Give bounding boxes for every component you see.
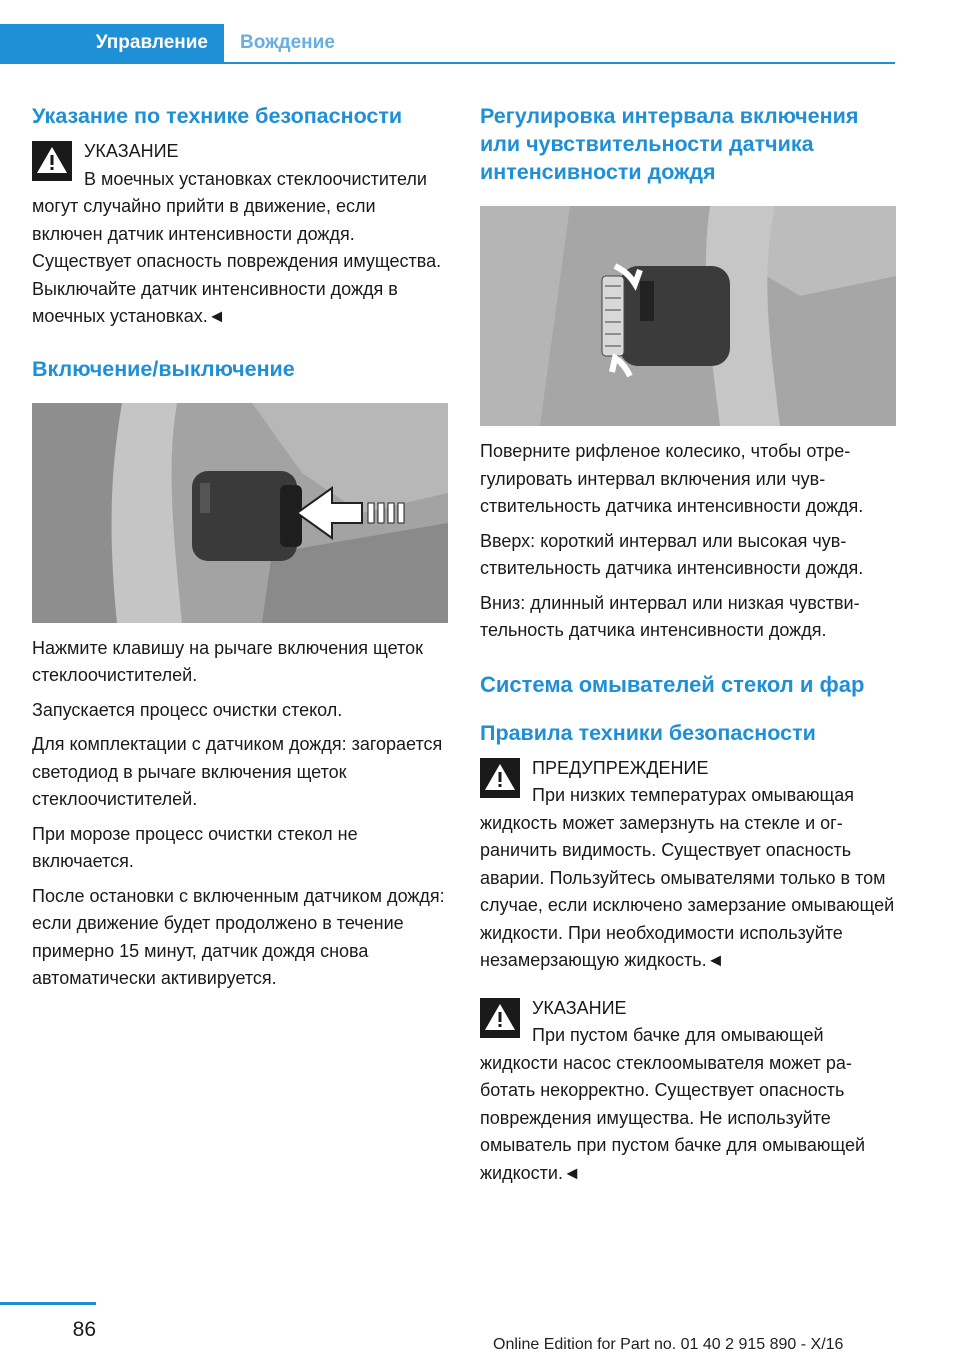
wiper-lever-photo <box>32 403 448 623</box>
page-number: 86 <box>72 1318 96 1341</box>
note-text: При пустом бачке для омывающей жидкости насос стеклоомывателя может работать некорректно. Существует опасность повреждения имущества. Не используйте омыватель при пустом бачке для омывающей жидкости.◄ <box>480 1025 866 1183</box>
section-heading-washer: Система омывателей стекол и фар <box>480 671 865 697</box>
section-heading-interval: Регулировка интервала включения или чувствительности датчика интенсивности дождя <box>480 104 859 184</box>
section-heading-on-off: Включение/выключение <box>32 356 295 381</box>
warning-triangle-icon <box>480 758 520 798</box>
right-column <box>480 102 896 1187</box>
left-column <box>32 102 448 993</box>
paragraph: Для комплектации с датчиком дождя: загорается светодиод в рычаге включения щеток стеклоочистителей. <box>32 734 443 809</box>
paragraph: После остановки с включенным датчиком дождя: если движение будет продолжено в течение примерно 15 минут, датчик дождя снова автоматически активируется. <box>32 885 445 988</box>
section-heading-safety-rules: Правила техники безопасности <box>480 720 816 745</box>
warning-triangle-icon <box>480 998 520 1038</box>
tab-vozhdenie[interactable]: Вождение <box>240 32 335 53</box>
paragraph: Запускается процесс очистки стекол. <box>32 699 343 720</box>
tab-upravlenie[interactable]: Управление <box>0 24 224 62</box>
note-block <box>32 138 448 331</box>
note-block <box>480 995 896 1188</box>
paragraph: При морозе процесс очистки стекол не включается. <box>32 823 358 871</box>
warning-block <box>480 755 896 975</box>
edition-info: Online Edition for Part no. 01 40 2 915 890 - X/16 <box>493 1336 844 1353</box>
wiper-wheel-photo <box>480 206 896 426</box>
note-text: В моечных установках стеклоочистители могут случайно прийти в движение, если включен датчик интенсивности дождя. Существует опасность повреждения имущества. Выключайте датчик интенсивности дождя в моечных установках.◄ <box>32 168 442 326</box>
paragraph: Поверните рифленое колесико, чтобы отрегулировать интервал включения или чувствительность датчика интенсивности дождя. <box>480 441 864 516</box>
paragraph: Нажмите клавишу на рычаге включения щеток стеклоочистителей. <box>32 637 423 685</box>
note-label: УКАЗАНИЕ <box>532 997 627 1018</box>
footer-rule <box>0 1302 96 1305</box>
warning-text: При низких температурах омывающая жидкость может замерзнуть на стекле и ограничить видимость. Существует опасность аварии. Пользуйтесь омывателями только в том случае, если исключено замерзание омывающей жидкости. При необходимости используйте незамерзающую жидкость.◄ <box>480 785 895 970</box>
warning-label: ПРЕДУПРЕЖДЕНИЕ <box>532 757 709 778</box>
warning-triangle-icon <box>32 141 72 181</box>
paragraph: Вверх: короткий интервал или высокая чувствительность датчика интенсивности дождя. <box>480 530 864 578</box>
note-label: УКАЗАНИЕ <box>84 141 179 161</box>
chapter-tabs <box>0 24 895 64</box>
section-heading-safety: Указание по технике безопасности <box>32 104 403 128</box>
paragraph: Вниз: длинный интервал или низкая чувствительность датчика интенсивности дождя. <box>480 592 860 640</box>
